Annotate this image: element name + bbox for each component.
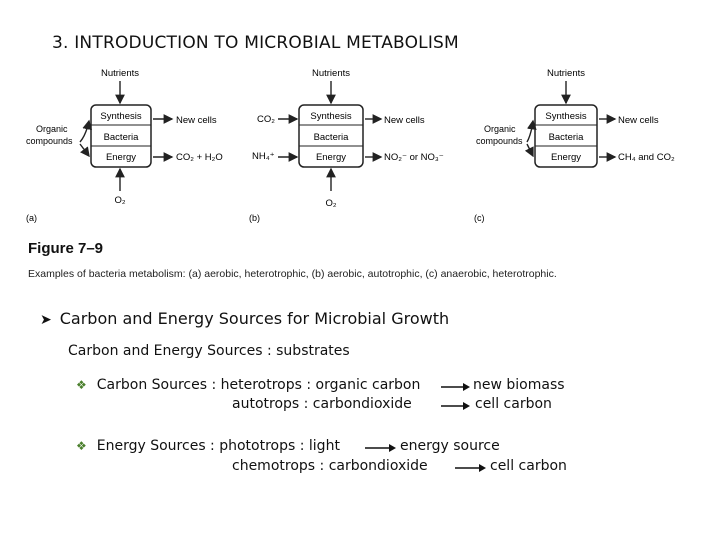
panel-a-synthesis: Synthesis — [100, 111, 142, 122]
arrow-right-icon — [365, 442, 397, 454]
panel-b-nutrients: Nutrients — [311, 68, 351, 79]
panel-a-oxygen: O₂ — [114, 195, 126, 206]
panel-b — [249, 68, 444, 223]
panel-a-new-cells: New cells — [176, 115, 217, 126]
panel-b-products: NO₂⁻ or NO₃⁻ — [384, 152, 444, 163]
cell-carbon-1: cell carbon — [475, 396, 552, 412]
arrow-right-icon — [441, 381, 471, 393]
main-bullet-text: Carbon and Energy Sources for Microbial Growth — [59, 309, 450, 328]
panel-c-bacteria: Bacteria — [548, 132, 584, 143]
panel-c — [474, 68, 675, 223]
panel-a-bacteria: Bacteria — [103, 132, 139, 143]
panel-a-letter: (a) — [26, 213, 37, 223]
diamond-bullet-icon: ❖ — [76, 378, 87, 392]
panel-c-organic: Organic — [484, 124, 516, 134]
arrow-right-icon — [441, 400, 471, 412]
panel-c-compounds: compounds — [476, 136, 523, 146]
autotrops-line: autotrops : carbondioxide — [232, 396, 412, 412]
slide-title: 3. INTRODUCTION TO MICROBIAL METABOLISM — [52, 33, 459, 53]
arrow-right-icon — [455, 462, 487, 474]
subheading: Carbon and Energy Sources : substrates — [68, 343, 350, 359]
panel-c-energy: Energy — [550, 152, 582, 163]
energy-sources-label: Energy Sources : phototrops : light — [96, 438, 340, 454]
panel-a-organic: Organic — [36, 124, 68, 134]
panel-a-nutrients: Nutrients — [100, 68, 140, 79]
new-biomass: new biomass — [473, 377, 565, 393]
figure-title: Figure 7–9 — [28, 240, 104, 257]
panel-a — [26, 68, 223, 223]
panel-b-oxygen: O₂ — [325, 198, 337, 209]
panel-c-products: CH₄ and CO₂ — [618, 152, 675, 163]
panel-b-synthesis: Synthesis — [310, 111, 352, 122]
metabolism-figure — [0, 55, 720, 235]
figure-caption: Examples of bacteria metabolism: (a) aerobic, heterotrophic, (b) aerobic, autotrophic, (c) anaerobic, heterotrophic. — [28, 268, 557, 280]
energy-sources-line — [76, 438, 340, 454]
panel-b-new-cells: New cells — [384, 115, 425, 126]
energy-source: energy source — [400, 438, 500, 454]
panel-c-new-cells: New cells — [618, 115, 659, 126]
panel-a-compounds: compounds — [26, 136, 73, 146]
panel-c-letter: (c) — [474, 213, 485, 223]
diamond-bullet-icon: ❖ — [76, 439, 87, 453]
carbon-sources-line — [76, 377, 420, 393]
panel-a-products: CO₂ + H₂O — [176, 152, 223, 163]
cell-carbon-2: cell carbon — [490, 458, 567, 474]
panel-b-energy: Energy — [315, 152, 347, 163]
main-bullet — [40, 309, 449, 328]
panel-c-synthesis: Synthesis — [545, 111, 587, 122]
panel-b-bacteria: Bacteria — [313, 132, 349, 143]
panel-b-co2: CO₂ — [257, 114, 275, 125]
panel-a-energy: Energy — [105, 152, 137, 163]
panel-b-letter: (b) — [249, 213, 260, 223]
carbon-sources-label: Carbon Sources : heterotrops : organic carbon — [96, 377, 421, 393]
arrow-bullet-icon: ➤ — [40, 312, 52, 328]
panel-c-nutrients: Nutrients — [546, 68, 586, 79]
panel-b-nh4: NH₄⁺ — [252, 151, 275, 162]
chemotrops-line: chemotrops : carbondioxide — [232, 458, 428, 474]
